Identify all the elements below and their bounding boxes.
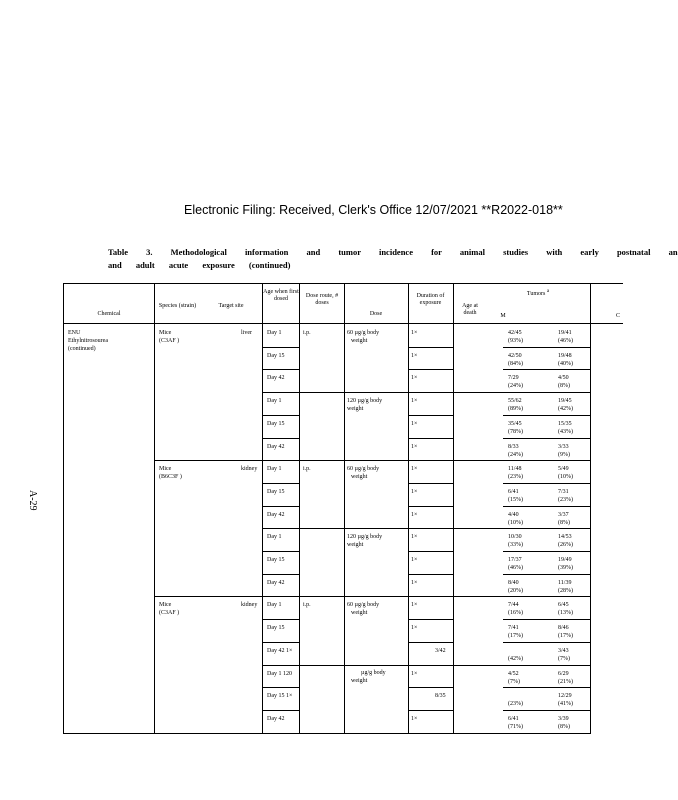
row-rule (408, 415, 453, 416)
exposure-duration: 1× (411, 511, 418, 518)
group-rule (299, 460, 344, 461)
female-incidence: 6/45 (558, 602, 569, 609)
row-rule (262, 369, 299, 370)
header-cut: C (615, 313, 620, 319)
age-first-dosed: Day 15 (267, 557, 285, 563)
header-age: Age when first dosed (263, 289, 299, 302)
male-incidence: 7/29 (508, 375, 519, 382)
species: Mice (159, 602, 172, 608)
page-number: A-29 (27, 490, 38, 511)
dose-unit: weight (351, 474, 368, 480)
age-first-dosed: Day 15 (267, 488, 285, 495)
dose-value: µg/g body (361, 670, 386, 676)
female-percent: (21%) (558, 678, 573, 685)
male-percent: (23%) (508, 701, 523, 708)
age-first-dosed: Day 1 (267, 466, 282, 473)
female-percent: (46%) (558, 338, 573, 344)
header-species: Species (strain) (158, 303, 197, 309)
row-rule (262, 642, 299, 643)
female-percent: (7%) (558, 655, 570, 662)
chemical-abbr: ENU (68, 330, 81, 336)
exposure-duration: 1× (411, 466, 418, 473)
male-percent: (20%) (508, 587, 523, 594)
header-duration: Duration of exposure (416, 293, 445, 306)
row-rule (503, 483, 590, 484)
row-rule (408, 369, 453, 370)
age-first-dosed: Day 1 (267, 602, 282, 609)
age-first-dosed: Day 42 (267, 579, 285, 586)
target-site: kidney (241, 602, 258, 608)
row-rule (503, 369, 590, 370)
age-first-dosed: Day 1 120 (267, 670, 292, 677)
exposure-duration: 1× (411, 670, 418, 677)
col-rule (262, 283, 263, 734)
age-first-dosed: Day 15 (267, 352, 285, 359)
row-rule (408, 619, 453, 620)
row-rule (503, 642, 590, 643)
dose-unit: weight (347, 406, 364, 412)
female-incidence: 8/46 (558, 625, 569, 632)
female-percent: (17%) (558, 633, 573, 640)
row-rule (262, 574, 299, 575)
male-incidence: 42/50 (508, 352, 522, 359)
row-rule (262, 551, 299, 552)
female-incidence: 5/49 (558, 466, 569, 473)
data-table (63, 283, 623, 734)
row-rule (262, 665, 590, 666)
female-incidence: 6/29 (558, 670, 569, 677)
female-incidence: 19/49 (558, 557, 572, 563)
col-rule (154, 283, 155, 734)
male-incidence: 4/40 (508, 511, 519, 518)
dose-route: i.p. (303, 466, 311, 472)
female-incidence: 15/35 (558, 420, 572, 427)
dose-value: 120 µg/g body (347, 398, 383, 404)
female-percent: (41%) (558, 701, 573, 708)
male-incidence: 8/33 (508, 443, 519, 450)
female-percent: (26%) (558, 542, 573, 549)
header-target: Target site (218, 303, 244, 309)
female-incidence: 14/53 (558, 534, 572, 541)
exposure-duration: 1× (411, 534, 418, 541)
female-incidence: 3/33 (558, 443, 569, 450)
male-percent: (93%) (508, 338, 523, 344)
col-rule (299, 283, 300, 734)
male-percent: (24%) (508, 383, 523, 390)
row-rule (408, 710, 453, 711)
male-percent: (7%) (508, 678, 520, 685)
row-rule (503, 438, 590, 439)
male-incidence: 7/41 (508, 625, 519, 632)
exposure-duration: 1× (411, 375, 418, 382)
dose-value: 60 µg/g body (347, 330, 380, 336)
row-rule (262, 438, 299, 439)
male-percent: (46%) (508, 565, 523, 571)
row-rule (408, 483, 453, 484)
female-incidence: 11/39 (558, 579, 572, 586)
table-caption (108, 246, 678, 272)
row-rule (262, 710, 299, 711)
row-rule (262, 528, 590, 529)
male-incidence: 42/45 (508, 330, 522, 336)
col-rule (408, 283, 409, 734)
dose-value: 60 µg/g body (347, 602, 380, 608)
col-rule (344, 283, 345, 734)
row-rule (408, 687, 453, 688)
dose-route: i.p. (303, 602, 311, 608)
female-percent: (28%) (558, 587, 573, 594)
row-rule (408, 506, 453, 507)
row-rule (503, 574, 590, 575)
male-incidence: 4/52 (508, 670, 519, 677)
male-incidence: 10/30 (508, 534, 522, 541)
caption-line-1: Table 3. Methodological information and tumor incidence for animal studies with early postnatal an (108, 247, 678, 257)
dose-unit: weight (351, 678, 368, 684)
female-incidence: 4/50 (558, 375, 569, 382)
row-rule (262, 347, 299, 348)
species: Mice (159, 330, 172, 336)
row-rule (503, 551, 590, 552)
row-rule (408, 551, 453, 552)
male-percent: (15%) (508, 496, 523, 503)
female-incidence: 12/29 (558, 693, 572, 700)
exposure-duration: 1× (411, 330, 418, 336)
female-percent: (10%) (558, 474, 573, 481)
age-first-dosed: Day 42 (267, 443, 285, 450)
row-rule (408, 347, 453, 348)
header-male: M (500, 313, 506, 319)
male-incidence: 6/41 (508, 715, 519, 722)
row-rule (262, 619, 299, 620)
group-rule (154, 596, 262, 597)
male-percent: (33%) (508, 542, 523, 549)
strain: (C3AF ) (159, 610, 180, 616)
male-incidence: 7/44 (508, 602, 519, 609)
caption-line-2: and adult acute exposure (continued) (108, 260, 291, 270)
female-incidence: 7/31 (558, 488, 569, 495)
female-percent: (8%) (558, 519, 570, 526)
female-percent: (23%) (558, 496, 573, 503)
row-rule (503, 415, 590, 416)
header-route: Dose route, # doses (305, 293, 339, 306)
dose-unit: weight (347, 542, 364, 548)
age-first-dosed: Day 42 (267, 715, 285, 722)
female-percent: (40%) (558, 360, 573, 367)
row-rule (503, 619, 590, 620)
age-first-dosed: Day 15 1× (267, 693, 293, 700)
female-percent: (43%) (558, 428, 573, 435)
age-first-dosed: Day 1 (267, 398, 282, 405)
table-bottom-rule (63, 733, 590, 734)
row-rule (262, 506, 299, 507)
age-first-dosed: Day 42 1× (267, 647, 293, 654)
male-incidence: 17/37 (508, 557, 522, 563)
header-dose: Dose (369, 311, 383, 317)
table-top-rule (63, 283, 623, 284)
female-percent: (42%) (558, 406, 573, 413)
female-percent: (8%) (558, 383, 570, 390)
header-bottom-rule (63, 323, 623, 324)
male-percent: (84%) (508, 360, 523, 367)
female-incidence: 3/43 (558, 647, 569, 654)
male-incidence: 55/62 (508, 398, 522, 405)
chemical-name: Ethylnitrosourea (68, 338, 108, 344)
dose-unit: weight (351, 610, 368, 616)
filing-header: Electronic Filing: Received, Clerk's Office 12/07/2021 **R2022-018** (184, 203, 563, 217)
male-percent: (78%) (508, 428, 523, 435)
age-first-dosed: Day 15 (267, 420, 285, 427)
age-first-dosed: Day 42 (267, 375, 285, 382)
male-percent: (42%) (508, 655, 523, 662)
age-first-dosed: Day 1 (267, 330, 282, 336)
species: Mice (159, 466, 172, 472)
age-first-dosed: Day 42 (267, 511, 285, 518)
male-incidence: 11/48 (508, 466, 522, 473)
female-incidence: 19/41 (558, 330, 572, 336)
col-rule (590, 283, 591, 734)
female-percent: (39%) (558, 565, 573, 571)
exposure-duration: 1× (411, 420, 418, 427)
female-incidence: 3/39 (558, 715, 569, 722)
row-rule (503, 347, 590, 348)
row-rule (408, 642, 453, 643)
group-rule (299, 596, 344, 597)
exposure-duration: 1× (411, 398, 418, 405)
female-incidence: 19/48 (558, 352, 572, 359)
exposure-duration: 1× (411, 715, 418, 722)
row-rule (262, 483, 299, 484)
dose-value: 120 µg/g body (347, 534, 383, 540)
female-percent: (9%) (558, 451, 570, 458)
male-incidence: 8/40 (508, 579, 519, 586)
table-left-rule (63, 283, 64, 734)
male-percent: (10%) (508, 519, 523, 526)
exposure-duration: 3/42 (435, 647, 446, 654)
exposure-duration: 1× (411, 602, 418, 609)
row-rule (503, 506, 590, 507)
male-incidence: 35/45 (508, 420, 522, 427)
dose-unit: weight (351, 338, 368, 344)
row-rule (408, 574, 453, 575)
strain: (C3AF ) (159, 338, 180, 344)
exposure-duration: 1× (411, 488, 418, 495)
col-rule (453, 283, 454, 734)
female-percent: (13%) (558, 610, 573, 617)
age-first-dosed: Day 1 (267, 534, 282, 541)
exposure-duration: 1× (411, 579, 418, 586)
row-rule (503, 687, 590, 688)
row-rule (262, 415, 299, 416)
male-incidence: 6/41 (508, 488, 519, 495)
male-percent: (89%) (508, 406, 523, 413)
dose-value: 60 µg/g body (347, 466, 380, 472)
chemical-continued: (continued) (68, 346, 96, 352)
dose-route: i.p. (303, 330, 311, 336)
exposure-duration: 1× (411, 352, 418, 359)
exposure-duration: 1× (411, 557, 418, 563)
male-percent: (24%) (508, 451, 523, 458)
male-percent: (71%) (508, 723, 523, 730)
target-site: liver (241, 330, 252, 336)
header-age-death: Age at death (462, 303, 478, 316)
row-rule (503, 710, 590, 711)
header-tumors: Tumors $^a$ (526, 289, 550, 297)
female-percent: (8%) (558, 723, 570, 730)
group-rule (154, 460, 262, 461)
exposure-duration: 1× (411, 625, 418, 632)
row-rule (408, 438, 453, 439)
header-chemical: Chemical (97, 311, 121, 317)
male-percent: (16%) (508, 610, 523, 617)
target-site: kidney (241, 466, 258, 472)
female-incidence: 19/45 (558, 398, 572, 405)
age-first-dosed: Day 15 (267, 625, 285, 632)
male-percent: (17%) (508, 633, 523, 640)
male-percent: (23%) (508, 474, 523, 481)
row-rule (262, 392, 590, 393)
row-rule (262, 687, 299, 688)
exposure-duration: 1× (411, 443, 418, 450)
exposure-duration: 8/35 (435, 693, 446, 700)
female-incidence: 3/37 (558, 511, 569, 518)
strain: (B6C3F ) (159, 474, 182, 480)
